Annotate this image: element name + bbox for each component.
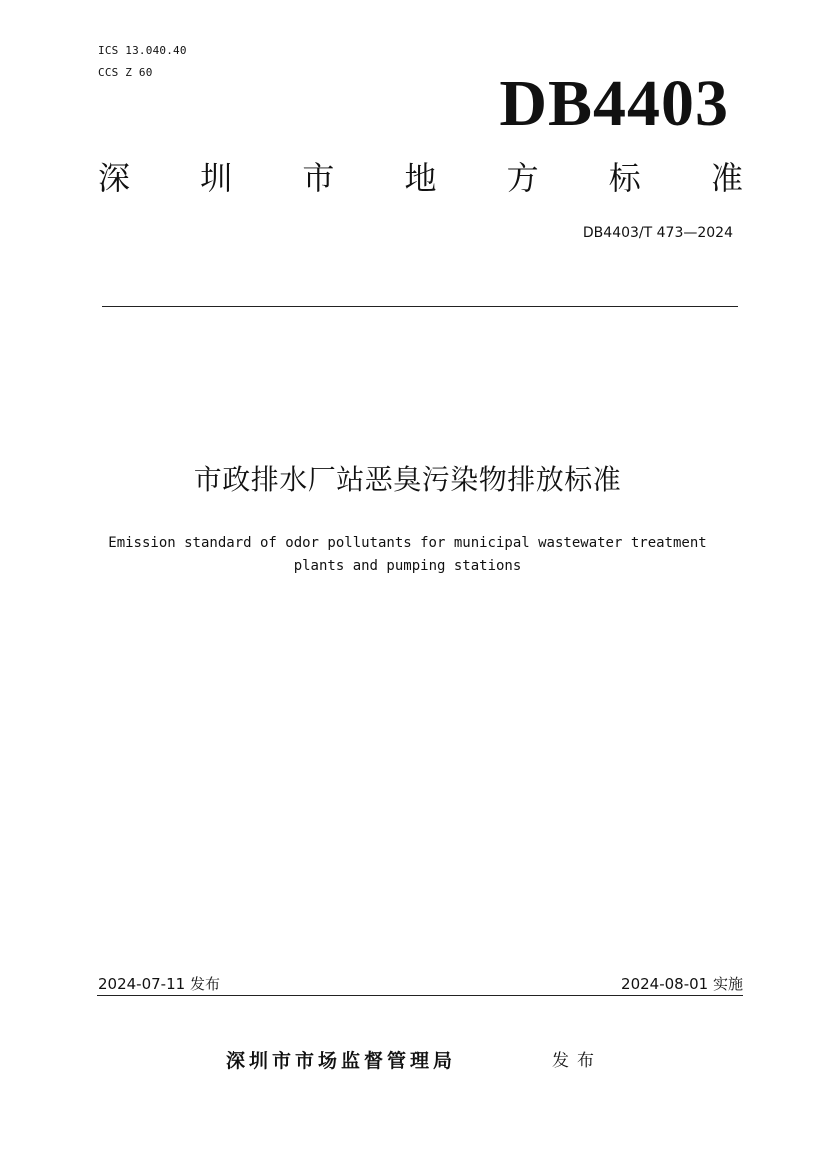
db-code: DB4403 [499,67,729,140]
standard-type [98,158,743,198]
standard-type-char: 圳 [200,159,233,197]
standard-type-char: 深 [98,159,131,197]
document-title-en-line2: plants and pumping stations [293,558,522,574]
footer-divider [97,995,743,996]
document-title-en [60,532,755,578]
standard-type-char: 准 [710,159,743,197]
issuing-authority: 深圳市市场监督管理局 [226,1050,457,1072]
implementation-date: 2024-08-01 实施 [621,975,743,993]
standard-type-char: 标 [608,159,641,197]
standard-type-char: 方 [506,159,539,197]
ccs-code: CCS Z 60 [98,66,153,79]
header-divider [102,306,738,307]
release-date: 2024-07-11 发布 [98,975,220,993]
issue-label: 发布 [552,1051,602,1071]
standard-type-char: 地 [404,159,437,197]
standard-number: DB4403/T 473—2024 [582,225,733,241]
document-title-en-line1: Emission standard of odor pollutants for municipal wastewater treatment [108,535,707,551]
ics-code: ICS 13.040.40 [98,44,187,57]
standard-type-char: 市 [302,159,335,197]
document-title-zh: 市政排水厂站恶臭污染物排放标准 [193,463,622,496]
